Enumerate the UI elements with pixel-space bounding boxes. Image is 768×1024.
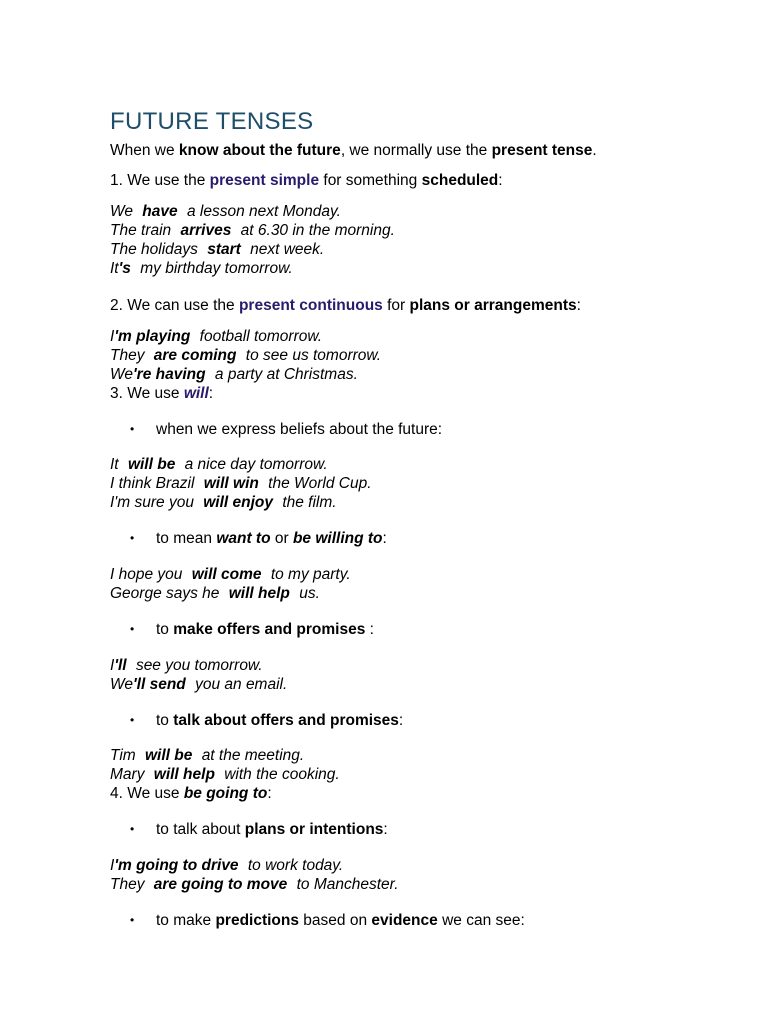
text-span: : xyxy=(382,530,387,547)
bold-text: 'll send xyxy=(132,676,186,693)
intro-text: . xyxy=(592,142,597,159)
bold-text: have xyxy=(142,203,178,220)
example-sentence xyxy=(110,765,340,784)
example-sentence xyxy=(110,327,322,346)
text-span: based on xyxy=(299,912,372,929)
bullet-icon: • xyxy=(130,622,135,636)
example-sentence xyxy=(110,746,304,765)
text-span: The holidays xyxy=(110,241,198,258)
example-sentence xyxy=(110,565,351,584)
bold-text: will win xyxy=(203,475,259,492)
text-span: : xyxy=(267,785,272,802)
example-sentence xyxy=(110,856,343,875)
bullet-icon: • xyxy=(130,822,135,836)
example-sentence xyxy=(110,365,358,384)
bold-text: arrives xyxy=(180,222,232,239)
text-span: see you tomorrow. xyxy=(135,657,263,674)
text-span: We xyxy=(110,203,133,220)
text-span: for xyxy=(382,297,410,314)
bold-text: 're having xyxy=(132,366,206,383)
text-span: It xyxy=(110,260,119,277)
bold-text: talk about offers and promises xyxy=(173,712,399,729)
text-span: or xyxy=(270,530,293,547)
text-span: We xyxy=(110,366,133,383)
example-sentence xyxy=(110,202,341,221)
intro-bold: know about the future xyxy=(178,142,341,159)
text-span: George says he xyxy=(110,585,220,602)
text-span: I think Brazil xyxy=(110,475,195,492)
tense-highlight: present continuous xyxy=(238,297,383,314)
bold-text: be going to xyxy=(183,785,268,802)
text-span: to my party. xyxy=(270,566,351,583)
text-span: : xyxy=(383,821,388,838)
text-span: the World Cup. xyxy=(268,475,372,492)
bold-text: will be xyxy=(145,747,193,764)
text-span: football tomorrow. xyxy=(199,328,323,345)
example-sentence xyxy=(110,675,287,694)
text-span: to talk about xyxy=(156,821,245,838)
text-span: to xyxy=(156,712,174,729)
bullet-icon: • xyxy=(130,531,135,545)
text-span: you an email. xyxy=(195,676,288,693)
text-span: to xyxy=(156,621,174,638)
section-bold: scheduled xyxy=(421,172,499,189)
page-title: FUTURE TENSES xyxy=(110,108,314,135)
text-span: a lesson next Monday. xyxy=(186,203,341,220)
tense-highlight: present simple xyxy=(209,172,320,189)
bullet-icon: • xyxy=(130,913,135,927)
section-2-heading xyxy=(110,296,581,315)
section-1-heading xyxy=(110,171,503,190)
text-span: to make xyxy=(156,912,216,929)
text-span: 2. We can use the xyxy=(110,297,239,314)
text-span: 3. We use xyxy=(110,385,184,402)
text-span: I xyxy=(110,657,115,674)
bold-text: 'm going to drive xyxy=(114,857,239,874)
section-text: : xyxy=(498,172,503,189)
bold-text: will come xyxy=(191,566,262,583)
text-span: We xyxy=(110,676,133,693)
text-span: : xyxy=(398,712,404,729)
text-span: : xyxy=(365,621,374,638)
text-span: They xyxy=(110,876,145,893)
section-4-heading xyxy=(110,784,272,803)
bullet-icon: • xyxy=(130,422,135,436)
example-sentence xyxy=(110,240,324,259)
intro-paragraph xyxy=(110,141,597,160)
bold-text: start xyxy=(207,241,241,258)
section-text: for something xyxy=(319,172,422,189)
bullet-icon: • xyxy=(130,713,135,727)
text-span: us. xyxy=(299,585,320,602)
text-span: : xyxy=(208,385,214,402)
text-span: Tim xyxy=(110,747,136,764)
text-span: next week. xyxy=(250,241,325,258)
example-sentence xyxy=(110,584,320,603)
text-span: The train xyxy=(110,222,172,239)
bold-text: will help xyxy=(153,766,215,783)
bold-text: 's xyxy=(118,260,131,277)
text-span: They xyxy=(110,347,145,364)
text-span: I'm sure you xyxy=(110,494,194,511)
text-span: the film. xyxy=(282,494,337,511)
text-span: 4. We use xyxy=(110,785,184,802)
text-span: to Manchester. xyxy=(296,876,399,893)
example-sentence xyxy=(110,474,372,493)
intro-text: When we xyxy=(110,142,179,159)
section-3-heading xyxy=(110,384,213,403)
text-span: It xyxy=(110,456,119,473)
text-span: : xyxy=(576,297,581,314)
bold-text: want to xyxy=(216,530,271,547)
tense-highlight: will xyxy=(183,385,209,402)
text-span: a nice day tomorrow. xyxy=(184,456,328,473)
bold-text: will help xyxy=(228,585,290,602)
text-span: I hope you xyxy=(110,566,183,583)
example-sentence xyxy=(110,259,293,278)
section-text: 1. We use the xyxy=(110,172,210,189)
text-span: my birthday tomorrow. xyxy=(140,260,293,277)
bold-text: are coming xyxy=(153,347,237,364)
text-span: at the meeting. xyxy=(201,747,305,764)
bold-text: evidence xyxy=(371,912,438,929)
text-span: to mean xyxy=(156,530,217,547)
bold-text: 'll xyxy=(114,657,127,674)
text-span: I xyxy=(110,857,115,874)
bold-text: are going to move xyxy=(153,876,288,893)
text-span: with the cooking. xyxy=(224,766,340,783)
example-sentence xyxy=(110,221,395,240)
text-span: to work today. xyxy=(247,857,344,874)
bold-text: 'm playing xyxy=(114,328,191,345)
text-span: to see us tomorrow. xyxy=(245,347,382,364)
bold-text: make offers and promises xyxy=(173,621,366,638)
text-span: at 6.30 in the morning. xyxy=(240,222,395,239)
text-span: Mary xyxy=(110,766,145,783)
bold-text: predictions xyxy=(215,912,299,929)
intro-text: , we normally use the xyxy=(340,142,492,159)
bold-text: be willing to xyxy=(292,530,383,547)
example-sentence xyxy=(110,455,328,474)
intro-bold: present tense xyxy=(491,142,593,159)
example-sentence xyxy=(110,875,399,894)
text-span: we can see: xyxy=(437,912,525,929)
bold-text: will be xyxy=(127,456,176,473)
bold-text: plans or arrangements xyxy=(409,297,577,314)
text-span: a party at Christmas. xyxy=(214,366,358,383)
example-sentence xyxy=(110,656,263,675)
example-sentence xyxy=(110,493,337,512)
bold-text: plans or intentions xyxy=(244,821,384,838)
text-span: I xyxy=(110,328,115,345)
bold-text: will enjoy xyxy=(203,494,274,511)
example-sentence xyxy=(110,346,381,365)
